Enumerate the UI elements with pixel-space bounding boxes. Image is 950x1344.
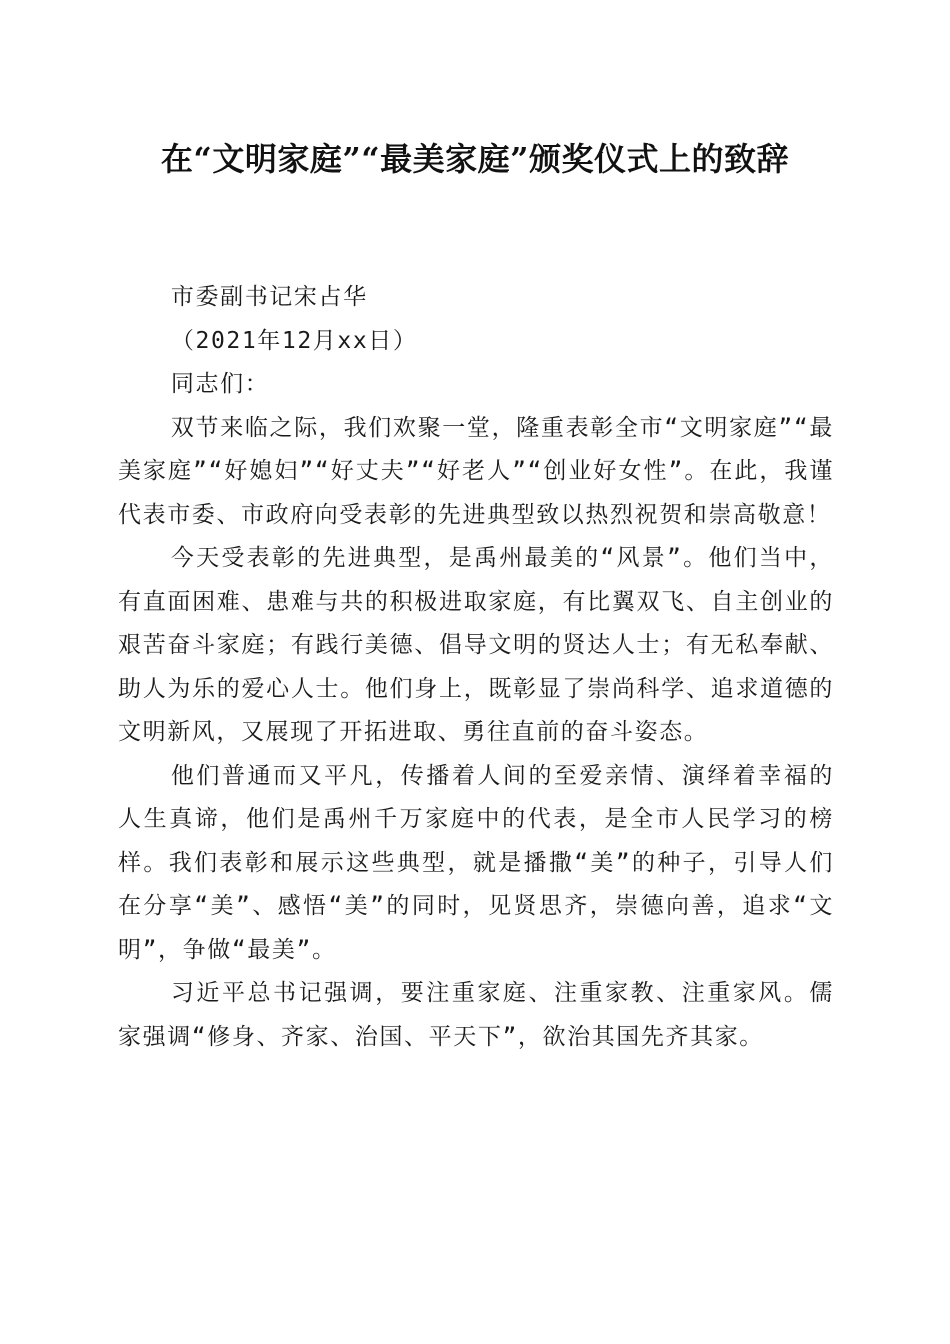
salutation: 同志们： [170,371,270,397]
paragraph-1: 双节来临之际，我们欢聚一堂，隆重表彰全市“文明家庭”“最美家庭”“好媳妇”“好丈夫”“好老人”“创业好女性”。在此，我谨代表市委、市政府向受表彰的先进典型致以热烈祝贺和崇高敬意！ [118,414,834,528]
paragraph-4: 习近平总书记强调，要注重家庭、注重家教、注重家风。儒家强调“修身、齐家、治国、平天下”，欲治其国先齐其家。 [118,980,834,1050]
document-body [118,276,834,1059]
document-title: 在“文明家庭”“最美家庭”颁奖仪式上的致辞 [160,140,790,178]
paragraph-2: 今天受表彰的先进典型，是禹州最美的“风景”。他们当中，有直面困难、患难与共的积极进取家庭，有比翼双飞、自主创业的艰苦奋斗家庭；有践行美德、倡导文明的贤达人士；有无私奉献、助人为乐的爱心人士。他们身上，既彰显了崇尚科学、追求道德的文明新风，又展现了开拓进取、勇往直前的奋斗姿态。 [118,545,834,745]
date-line: （2021年12月xx日） [170,327,418,354]
author-line: 市委副书记宋占华 [170,284,368,310]
paragraph-3: 他们普通而又平凡，传播着人间的至爱亲情、演绎着幸福的人生真谛，他们是禹州千万家庭中的代表，是全市人民学习的榜样。我们表彰和展示这些典型，就是播撒“美”的种子，引导人们在分享“美”、感悟“美”的同时，见贤思齐，崇德向善，追求“文明”，争做“最美”。 [118,762,834,963]
